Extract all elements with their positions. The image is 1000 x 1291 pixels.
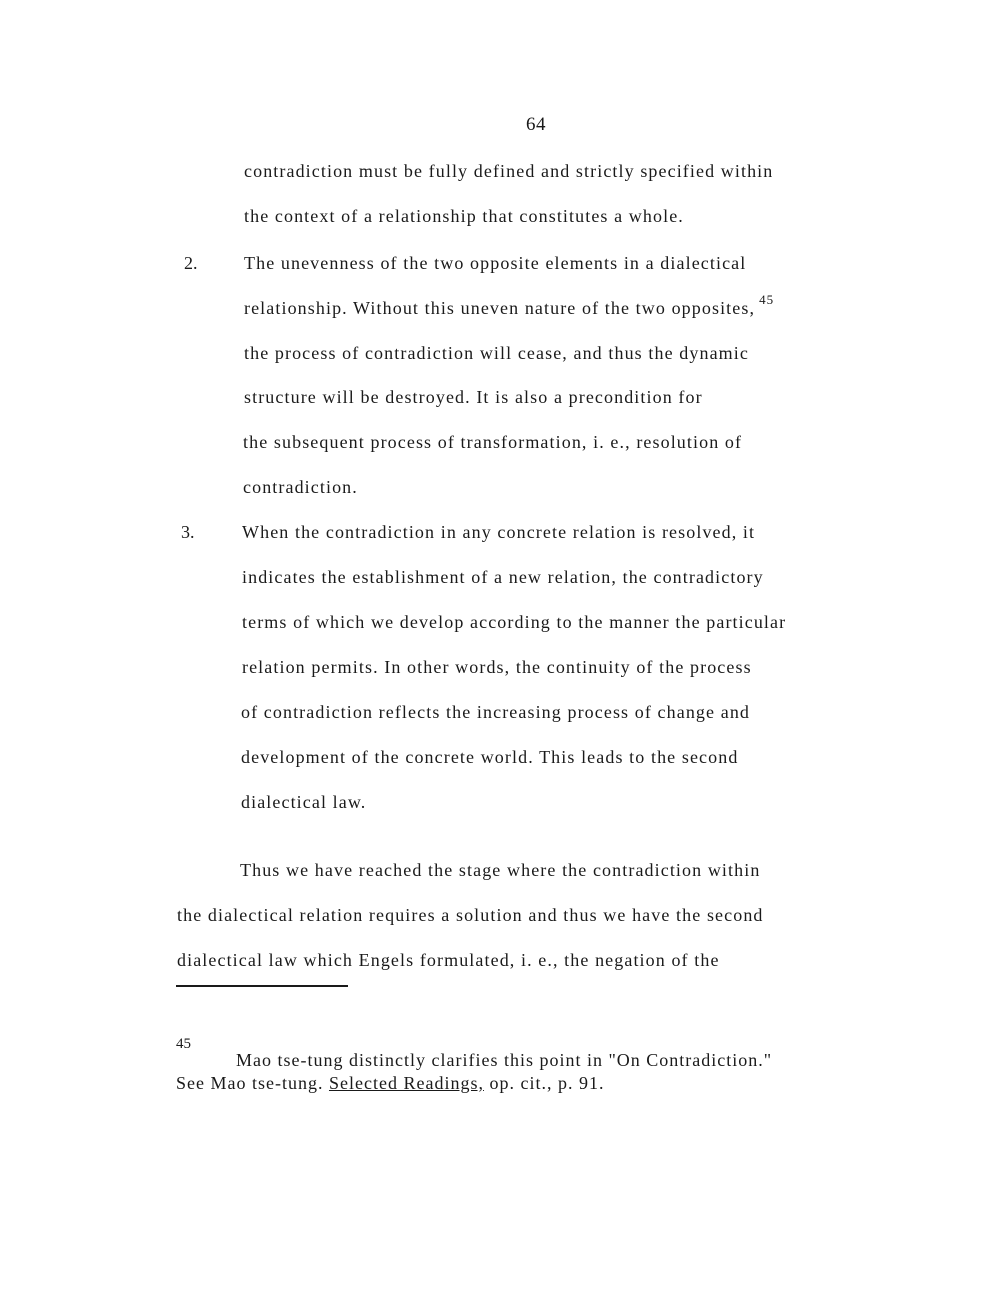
item3-line-5: of contradiction reflects the increasing process of change and (241, 702, 751, 722)
item3-line-2: indicates the establishment of a new relation, the contradictory (242, 567, 764, 587)
item3-line-1: When the contradiction in any concrete relation is resolved, it (242, 522, 756, 542)
item1-line-1: contradiction must be fully defined and strictly specified within (244, 161, 774, 181)
footnote-line-2 (176, 1072, 604, 1094)
item3-line-4: relation permits. In other words, the continuity of the process (242, 657, 752, 677)
item3-line-6: development of the concrete world. This leads to the second (241, 747, 739, 767)
item2-line-1: The unevenness of the two opposite elements in a dialectical (244, 253, 747, 273)
paragraph-line-2: the dialectical relation requires a solution and thus we have the second (177, 905, 764, 925)
item2-line-2 (244, 292, 775, 321)
footnote-citation-prefix: See Mao tse-tung. (176, 1073, 329, 1093)
item2-line-5: the subsequent process of transformation, i. e., resolution of (243, 432, 743, 452)
item2-line-2-text: relationship. Without this uneven nature of the two opposites, (244, 298, 756, 318)
item3-line-3: terms of which we develop according to the manner the particular (242, 612, 787, 632)
footnote-book-title: Selected Readings, (328, 1073, 484, 1093)
footnote-reference: 45 (759, 292, 775, 307)
footnote-separator (176, 985, 348, 987)
footnote-citation-suffix: op. cit., p. 91. (483, 1073, 605, 1093)
paragraph-line-1: Thus we have reached the stage where the contradiction within (240, 860, 761, 880)
item3-line-7: dialectical law. (241, 792, 367, 812)
item3-number: 3. (181, 522, 195, 542)
item2-line-4: structure will be destroyed. It is also a precondition for (244, 387, 703, 407)
item1-line-2: the context of a relationship that constitutes a whole. (244, 206, 684, 226)
footnote-mark: 45 (176, 1036, 191, 1052)
item2-number: 2. (184, 253, 198, 273)
item2-line-3: the process of contradiction will cease, and thus the dynamic (244, 343, 749, 363)
page-number: 64 (526, 114, 546, 135)
footnote-line-1: Mao tse-tung distinctly clarifies this point in "On Contradiction." (236, 1050, 773, 1070)
item2-line-6: contradiction. (243, 477, 358, 497)
paragraph-line-3: dialectical law which Engels formulated, i. e., the negation of the (177, 950, 720, 970)
